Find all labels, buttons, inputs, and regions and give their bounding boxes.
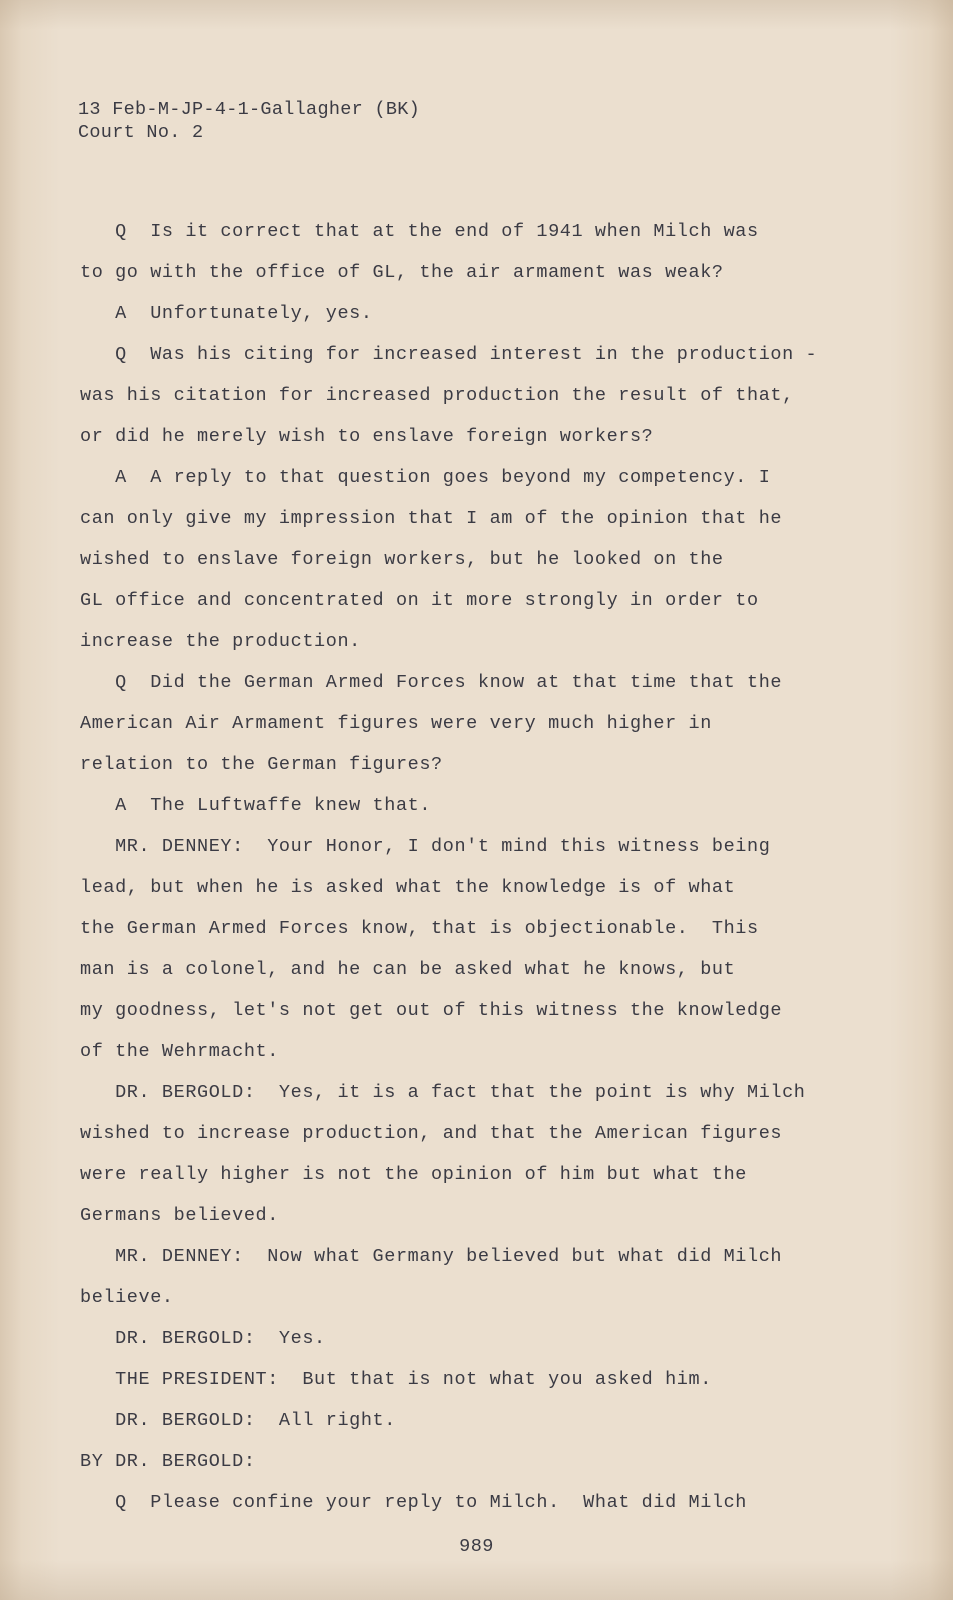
transcript-line: my goodness, let's not get out of this witness the knowledge [80,1000,783,1021]
page-number: 989 [459,1536,494,1557]
transcript-line: A Unfortunately, yes. [80,303,373,324]
header-court-number: Court No. 2 [78,122,204,143]
transcript-line: Q Did the German Armed Forces know at that time that the [80,672,783,693]
document-header [78,98,420,144]
transcript-line: Q Was his citing for increased interest in the production - [80,344,818,365]
transcript-line: wished to increase production, and that the American figures [80,1123,783,1144]
transcript-line: DR. BERGOLD: All right. [80,1410,396,1431]
transcript-line: A The Luftwaffe knew that. [80,795,432,816]
transcript-line: can only give my impression that I am of the opinion that he [80,508,783,529]
transcript-line: American Air Armament figures were very much higher in [80,713,712,734]
transcript-line: man is a colonel, and he can be asked what he knows, but [80,959,736,980]
transcript-line: to go with the office of GL, the air armament was weak? [80,262,724,283]
transcript-line: were really higher is not the opinion of him but what the [80,1164,748,1185]
transcript-line: the German Armed Forces know, that is objectionable. This [80,918,759,939]
transcript-line: increase the production. [80,631,361,652]
transcript-line: of the Wehrmacht. [80,1041,279,1062]
transcript-line: GL office and concentrated on it more strongly in order to [80,590,759,611]
transcript-line: MR. DENNEY: Now what Germany believed but what did Milch [80,1246,783,1267]
transcript-line: relation to the German figures? [80,754,443,775]
header-case-reference: 13 Feb-M-JP-4-1-Gallagher (BK) [78,99,421,120]
transcript-line: A A reply to that question goes beyond my competency. I [80,467,771,488]
transcript-line: MR. DENNEY: Your Honor, I don't mind this witness being [80,836,771,857]
transcript-line: Q Is it correct that at the end of 1941 when Milch was [80,221,759,242]
transcript-line: lead, but when he is asked what the knowledge is of what [80,877,736,898]
transcript-line: was his citation for increased production the result of that, [80,385,794,406]
transcript-line: DR. BERGOLD: Yes. [80,1328,326,1349]
transcript-line: BY DR. BERGOLD: [80,1451,256,1472]
transcript-line: THE PRESIDENT: But that is not what you asked him. [80,1369,712,1390]
transcript-line: wished to enslave foreign workers, but he looked on the [80,549,724,570]
transcript-line: believe. [80,1287,174,1308]
transcript-line: or did he merely wish to enslave foreign workers? [80,426,654,447]
transcript-line: Q Please confine your reply to Milch. What did Milch [80,1492,748,1513]
transcript-line: Germans believed. [80,1205,279,1226]
transcript-line: DR. BERGOLD: Yes, it is a fact that the point is why Milch [80,1082,806,1103]
